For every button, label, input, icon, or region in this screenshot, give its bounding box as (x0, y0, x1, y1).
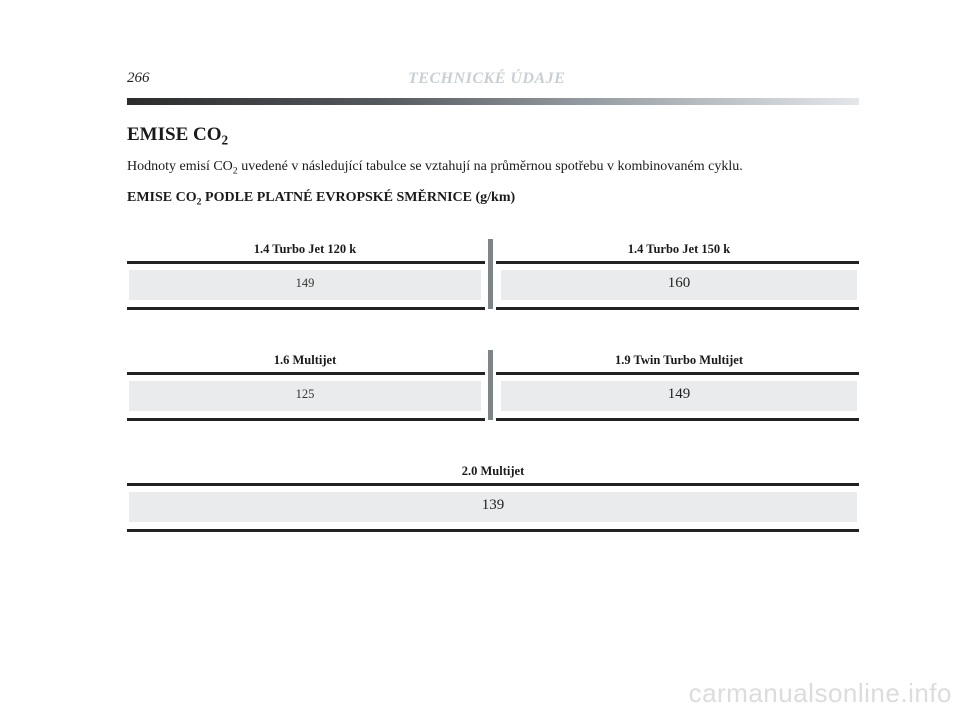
table-rule (127, 529, 859, 532)
page-title: EMISE $CO_2$ (127, 124, 229, 148)
engine-label: 1.9 Twin Turbo Multijet (614, 353, 744, 367)
engine-label: 2.0 Multijet (461, 464, 525, 478)
emission-table-3 (127, 461, 859, 533)
table-rule (127, 418, 485, 421)
emission-table-1 (127, 239, 859, 311)
intro-paragraph: Hodnoty emisí $CO_2$ uvedené v následující tabulce se vztahují na průměrnou spotřebu v kombinovaném cyklu. (127, 159, 743, 177)
page-header (127, 70, 859, 90)
co2-value: 139 (129, 492, 857, 522)
section-title: TECHNICKÉ ÚDAJE (408, 70, 566, 87)
table-rule (127, 483, 859, 486)
table-heading: EMISE $CO_2$ PODLE PLATNÉ EVROPSKÉ SMĚRNICE (g/km) (127, 190, 516, 208)
table-rule (127, 261, 485, 264)
co2-value: 149 (129, 270, 481, 300)
table-rule (496, 261, 859, 264)
table-rule (127, 307, 485, 310)
table-rule (127, 372, 485, 375)
co2-value: 160 (501, 270, 857, 300)
page-number: 266 (127, 70, 150, 86)
table-rule (496, 372, 859, 375)
header-rule (127, 98, 859, 105)
co2-value: 125 (129, 381, 481, 411)
emission-table-2 (127, 350, 859, 422)
engine-label: 1.4 Turbo Jet 150 k (627, 242, 731, 256)
table-rule (496, 418, 859, 421)
table-rule (496, 307, 859, 310)
co2-value: 149 (501, 381, 857, 411)
column-divider (488, 350, 493, 420)
watermark: carmanualsonline.info (688, 678, 952, 708)
engine-label: 1.4 Turbo Jet 120 k (253, 242, 357, 256)
engine-label: 1.6 Multijet (273, 353, 337, 367)
column-divider (488, 239, 493, 309)
